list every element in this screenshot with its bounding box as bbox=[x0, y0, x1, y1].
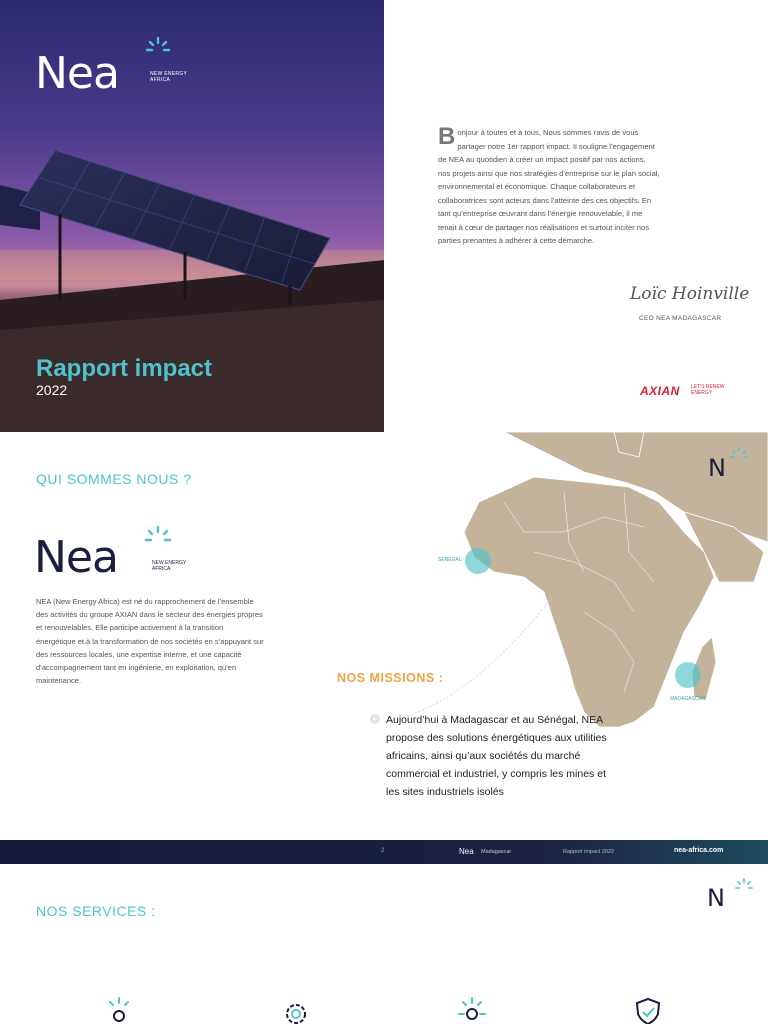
missions-title: NOS MISSIONS : bbox=[337, 671, 444, 685]
nea-logo-subtitle: NEW ENERGY AFRICA bbox=[150, 71, 188, 83]
nea-logo: Nea bbox=[35, 48, 119, 99]
page-footer bbox=[0, 840, 768, 864]
letter-body: onjour à toutes et à tous, Nous sommes ravis de vous partager notre 1er rapport impact. Il souligne l’engagement de NEA au quotidien à créer un impact positif par nos actions, nos projets ainsi que nos stratégies d’entreprise sur le plan social, environnemental et économique. Chaque collaborateurs et collaboratrices sont acteurs dans l’atteinte des ces objectifs. En tant qu’entreprise œuvrant dans l’énergie renouvelable, il me tenait à cœur de partager nos réalisations et surtout inciter nos parties prenantes à adhérer à cette démarche. bbox=[438, 128, 660, 245]
axian-logo: AXIAN bbox=[640, 384, 680, 398]
cover-year: 2022 bbox=[36, 382, 68, 398]
cover-title: Rapport impact bbox=[36, 355, 213, 382]
nea-mark: N bbox=[708, 454, 726, 482]
signature: Loïc Hoinville bbox=[630, 284, 750, 304]
intro-letter bbox=[438, 123, 660, 248]
footer-brand-sub: Madagascar bbox=[481, 849, 512, 855]
services-title: NOS SERVICES : bbox=[36, 903, 156, 919]
axian-tagline: LET'S RENEW ENERGY bbox=[691, 384, 725, 396]
footer-brand: Nea bbox=[459, 847, 474, 856]
sparkle-icon bbox=[729, 447, 749, 463]
shield-check-icon bbox=[632, 996, 664, 1024]
sun-icon bbox=[456, 996, 488, 1024]
bullet-icon bbox=[370, 714, 380, 724]
nea-logo-dark: Nea bbox=[34, 532, 118, 583]
sparkle-icon bbox=[734, 878, 754, 894]
footer-report: Rapport impact 2022 bbox=[563, 849, 615, 855]
about-title: QUI SOMMES NOUS ? bbox=[36, 471, 192, 487]
footer-website-link[interactable]: nea-africa.com bbox=[674, 847, 724, 854]
map-label-senegal: SÉNÉGAL bbox=[438, 557, 462, 563]
sparkle-icon bbox=[143, 525, 175, 549]
nea-mark: N bbox=[707, 884, 725, 912]
gear-icon bbox=[280, 996, 312, 1024]
missions-text: Aujourd’hui à Madagascar et au Sénégal, NEA propose des solutions énergétiques aux utilities africains, ainsi qu’aux sociétés du marché commercial et industriel, y compris les mines et les sites industriels isolés bbox=[386, 714, 607, 798]
drop-cap: B bbox=[438, 123, 456, 150]
map-label-madagascar: MADAGASCAR bbox=[670, 696, 706, 702]
page-number: 2 bbox=[381, 848, 385, 854]
signature-title: CEO NEA MADAGASCAR bbox=[639, 315, 722, 322]
cover-photo bbox=[0, 0, 384, 432]
about-text: NEA (New Energy Africa) est né du rapprochement de l’ensemble des activités du groupe AXIAN dans le secteur des énergies propres et renouvelables. Elle participe activement à la transition énergétique et à la transformation de nos sociétés en s’appuyant sur des ressources locales, une expertise interne, et une capacité d’accompagnement tant en ingénierie, en exploitation, qu’en maintenance. bbox=[36, 597, 264, 686]
bulb-icon bbox=[103, 996, 135, 1024]
sparkle-icon bbox=[144, 36, 174, 58]
nea-logo-dark-subtitle: NEW ENERGY AFRICA bbox=[152, 560, 187, 572]
